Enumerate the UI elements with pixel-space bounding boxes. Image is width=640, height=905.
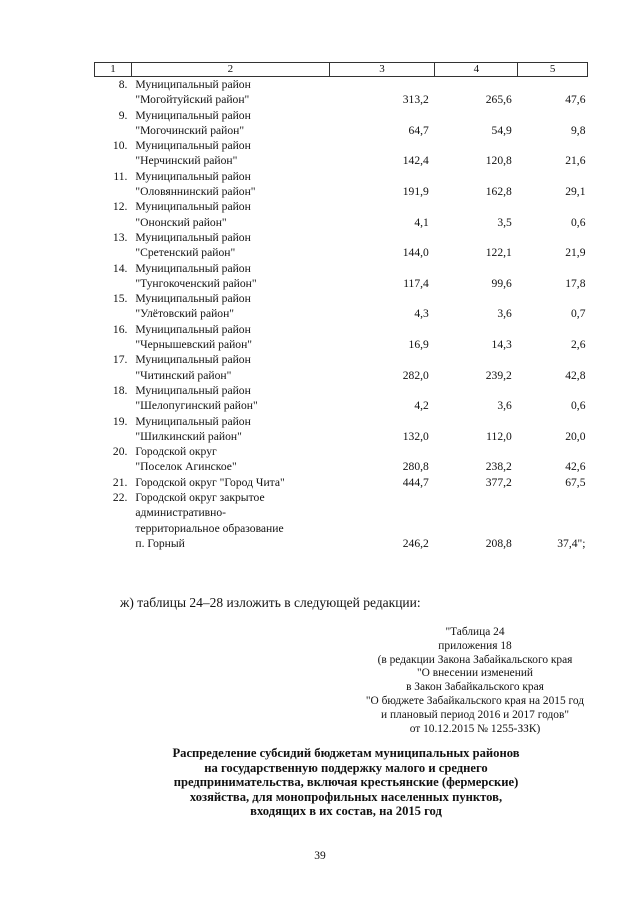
value-federal: 2,6 — [571, 338, 586, 352]
value-total: 246,2 — [402, 536, 429, 550]
row-name — [131, 230, 329, 261]
value-total: 282,0 — [402, 368, 429, 382]
row-name — [131, 414, 329, 445]
value-regional: 3,5 — [497, 215, 512, 229]
table-row — [95, 77, 588, 108]
value-federal: 17,8 — [565, 276, 586, 290]
row-name — [131, 444, 329, 475]
value-regional: 54,9 — [491, 123, 512, 137]
value-regional: 265,6 — [485, 93, 512, 107]
value-regional: 3,6 — [497, 307, 512, 321]
approval-line: "Таблица 24 — [445, 626, 505, 638]
table-row — [95, 490, 588, 551]
value-federal: 21,9 — [565, 246, 586, 260]
title-line: хозяйства, для монопрофильных населенных пунктов, — [189, 789, 503, 804]
row-name-line: Муниципальный район — [135, 261, 251, 275]
value-regional: 239,2 — [485, 368, 512, 382]
header-cell: 1 — [95, 63, 132, 77]
value-total: 444,7 — [402, 475, 429, 489]
row-name-line: Муниципальный район — [135, 139, 251, 153]
row-name-line: "Поселок Агинское" — [135, 460, 237, 474]
row-name — [131, 383, 329, 414]
header-cell: 3 — [329, 63, 435, 77]
title-line: предпринимательства, включая крестьянские (фермерские) — [173, 775, 519, 790]
amendment-instruction: ж) таблицы 24–28 изложить в следующей редакции: — [120, 595, 421, 610]
row-name-line: территориальное образование — [135, 521, 284, 535]
value-total: 280,8 — [402, 460, 429, 474]
value-federal: 0,7 — [571, 307, 586, 321]
row-name — [131, 322, 329, 353]
table-row — [95, 138, 588, 169]
value-total: 132,0 — [402, 429, 429, 443]
approval-line: "О внесении изменений — [416, 667, 534, 680]
approval-line: "О бюджете Забайкальского края на 2015 год — [365, 694, 585, 707]
row-name-line: Городской округ "Город Чита" — [135, 475, 285, 489]
title-line: на государственную поддержку малого и среднего — [204, 760, 488, 775]
page-number: 39 — [314, 850, 326, 862]
table-row — [95, 322, 588, 353]
value-total: 16,9 — [408, 338, 429, 352]
row-number: 11. — [113, 169, 128, 183]
row-number: 19. — [112, 414, 128, 428]
value-federal: 0,6 — [571, 215, 586, 229]
row-number: 18. — [112, 383, 128, 397]
row-number: 14. — [112, 261, 128, 275]
header-cell: 5 — [518, 63, 588, 77]
row-name-line: Муниципальный район — [135, 200, 251, 214]
value-regional: 238,2 — [485, 460, 512, 474]
value-regional: 3,6 — [497, 399, 512, 413]
row-number: 10. — [112, 139, 128, 153]
row-name-line: Муниципальный район — [135, 108, 251, 122]
approval-line: в Закон Забайкальского края — [406, 681, 544, 694]
row-name — [131, 77, 329, 108]
row-name-line: "Тунгокоченский район" — [135, 276, 257, 290]
row-name-line: "Улётовский район" — [135, 307, 235, 321]
approval-line: и плановый период 2016 и 2017 годов" — [381, 708, 569, 721]
table-row — [95, 475, 588, 490]
table-row — [95, 414, 588, 445]
value-regional: 14,3 — [491, 338, 512, 352]
row-name-line: "Шилкинский район" — [135, 429, 242, 443]
row-number: 22. — [112, 491, 128, 505]
value-total: 142,4 — [402, 154, 429, 168]
row-name — [131, 475, 329, 490]
row-name — [131, 108, 329, 139]
row-number: 21. — [112, 475, 128, 489]
table-row — [95, 230, 588, 261]
value-federal: 42,8 — [565, 368, 586, 382]
row-name — [131, 169, 329, 200]
approval-line: от 10.12.2015 № 1255-ЗЗК) — [409, 722, 541, 735]
row-number: 8. — [118, 78, 128, 91]
value-regional: 99,6 — [491, 276, 512, 290]
value-total: 4,2 — [414, 399, 429, 413]
row-number: 20. — [112, 445, 128, 459]
row-name — [131, 352, 329, 383]
row-name-line: Муниципальный район — [135, 383, 251, 397]
row-name-line: Муниципальный район — [135, 78, 251, 91]
value-total: 117,4 — [403, 276, 429, 290]
value-regional: 377,2 — [485, 475, 512, 489]
row-name — [131, 261, 329, 292]
row-name-line: "Могойтуйский район" — [135, 93, 250, 107]
header-cell: 4 — [435, 63, 518, 77]
table-row — [95, 261, 588, 292]
subsidy-table — [94, 62, 588, 551]
row-name-line: "Шелопугинский район" — [135, 399, 258, 413]
row-number: 12. — [112, 200, 128, 214]
approval-line: (в редакции Закона Забайкальского края — [377, 653, 573, 666]
row-number: 9. — [118, 108, 128, 122]
row-name-line: "Оловяннинский район" — [135, 185, 256, 199]
table-row — [95, 169, 588, 200]
value-federal: 0,6 — [571, 399, 586, 413]
value-federal: 42,6 — [565, 460, 586, 474]
row-name — [131, 199, 329, 230]
approval-line: приложения 18 — [438, 639, 512, 652]
value-total: 64,7 — [408, 123, 429, 137]
row-name-line: Муниципальный район — [135, 169, 251, 183]
value-regional: 162,8 — [485, 185, 512, 199]
row-name-line: Муниципальный район — [135, 230, 251, 244]
header-cell: 2 — [131, 63, 329, 77]
table-row — [95, 199, 588, 230]
row-name-line: Муниципальный район — [135, 292, 251, 306]
row-name — [131, 490, 329, 551]
row-number: 13. — [112, 230, 128, 244]
value-regional: 122,1 — [485, 246, 512, 260]
value-federal: 9,8 — [571, 123, 586, 137]
row-name-line: "Нерчинский район" — [135, 154, 238, 168]
row-name-line: Муниципальный район — [135, 414, 251, 428]
value-total: 191,9 — [402, 185, 429, 199]
row-name-line: Городской округ закрытое — [135, 491, 265, 505]
row-name-line: административно- — [135, 506, 226, 520]
value-total: 144,0 — [402, 246, 429, 260]
row-name-line: Муниципальный район — [135, 353, 251, 367]
row-name-line: "Ононский район" — [135, 215, 227, 229]
title-line: входящих в их состав, на 2015 год — [250, 804, 442, 819]
value-regional: 208,8 — [485, 536, 512, 550]
value-federal: 20,0 — [565, 429, 586, 443]
value-federal: 47,6 — [565, 93, 586, 107]
value-federal: 21,6 — [565, 154, 586, 168]
value-federal: 37,4"; — [557, 536, 586, 550]
row-name-line: "Сретенский район" — [135, 246, 236, 260]
row-name — [131, 138, 329, 169]
row-number: 16. — [112, 322, 128, 336]
table-title — [126, 746, 566, 819]
value-regional: 120,8 — [485, 154, 512, 168]
row-name-line: Муниципальный район — [135, 322, 251, 336]
row-name — [131, 291, 329, 322]
row-name-line: "Чернышевский район" — [135, 338, 253, 352]
table-header-row — [95, 63, 588, 77]
value-federal: 67,5 — [565, 475, 586, 489]
row-name-line: п. Горный — [135, 536, 185, 550]
table-row — [95, 383, 588, 414]
table-row — [95, 291, 588, 322]
table-approval-note — [320, 626, 630, 736]
value-total: 4,3 — [414, 307, 429, 321]
row-number: 17. — [112, 353, 128, 367]
value-total: 313,2 — [402, 93, 429, 107]
table-row — [95, 108, 588, 139]
row-name-line: "Читинский район" — [135, 368, 232, 382]
row-name-line: Городской округ — [135, 445, 217, 459]
row-name-line: "Могочинский район" — [135, 123, 245, 137]
value-federal: 29,1 — [565, 185, 586, 199]
title-line: Распределение субсидий бюджетам муниципальных районов — [172, 746, 520, 760]
table-row — [95, 352, 588, 383]
row-number: 15. — [112, 292, 128, 306]
value-total: 4,1 — [414, 215, 429, 229]
value-regional: 112,0 — [486, 429, 512, 443]
table-row — [95, 444, 588, 475]
